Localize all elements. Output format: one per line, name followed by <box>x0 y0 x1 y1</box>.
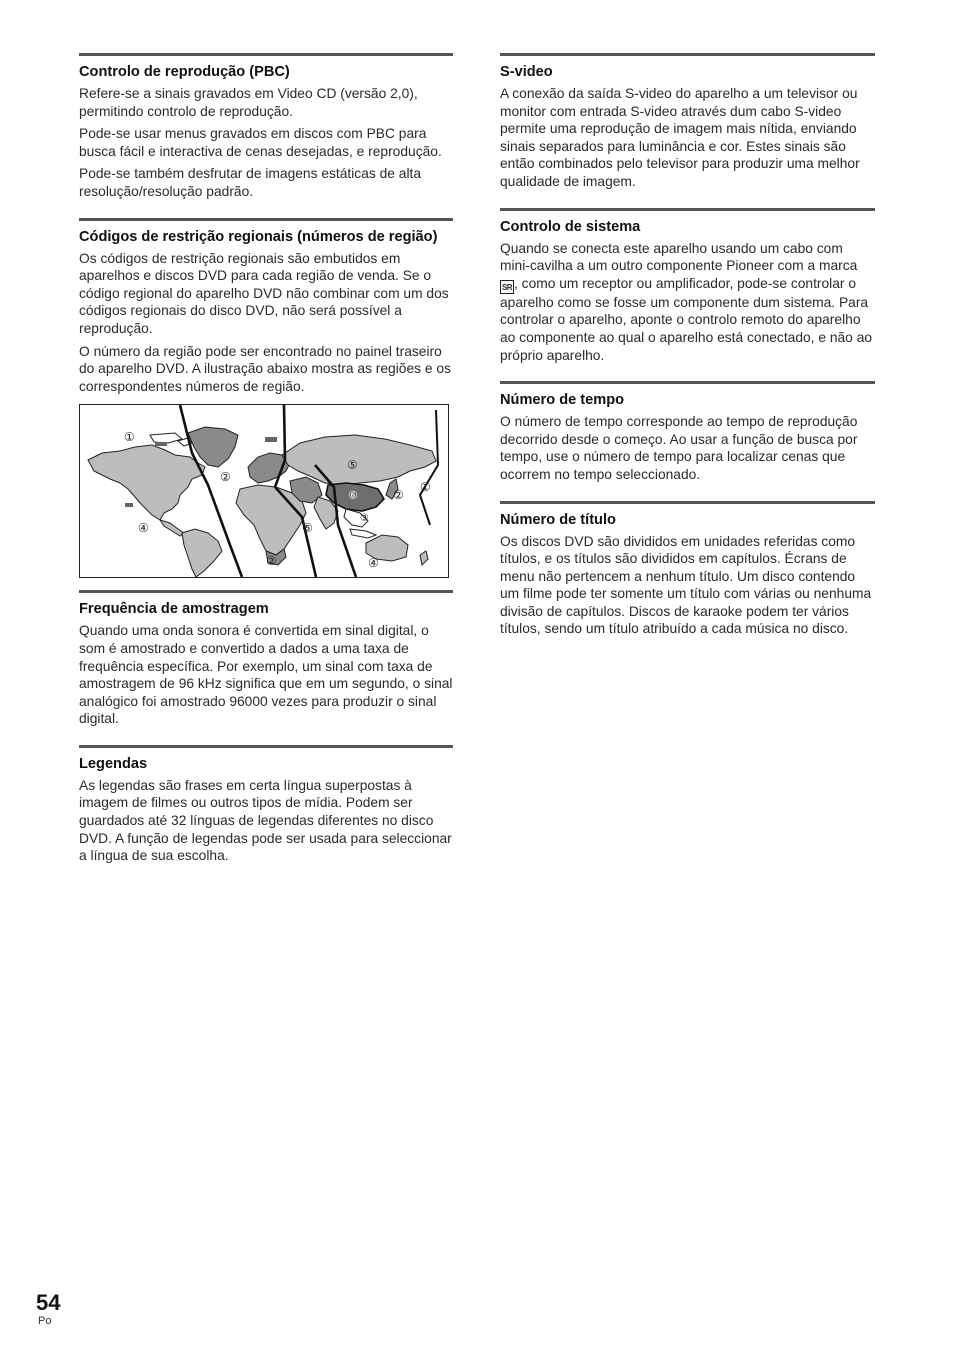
map-label-r2-greenland: ② <box>220 470 231 485</box>
paragraph: Quando uma onda sonora é convertida em sinal digital, o som é amostrado e convertido a dados a uma taxa de frequência específica. Por exemplo, um sinal com taxa de amostragem de 96 kHz significa que em um segundo, o sinal analógico foi amostrado 96000 vezes para produzir o sinal digital. <box>79 623 453 727</box>
map-label-r3-asia: ③ <box>360 513 369 525</box>
paragraph: Refere-se a sinais gravados em Video CD (versão 2,0), permitindo controlo de reprodução. <box>79 86 418 119</box>
map-label-r4-south-america: ④ <box>138 521 149 536</box>
section-title: Frequência de amostragem <box>79 601 269 618</box>
section-region-codes <box>79 218 453 579</box>
paragraph: Os códigos de restrição regionais são embutidos em aparelhos e discos DVD para cada região de venda. Se o código regional do aparelho DVD não combinar com um dos códigos regionais do disco DVD, não será possível a reprodução. <box>79 250 449 336</box>
sr-mark-icon: SR <box>500 280 514 294</box>
section-title: S-video <box>500 64 553 80</box>
section-system-control <box>500 208 875 365</box>
section-pbc <box>79 53 453 201</box>
section-title: Controlo de reprodução (PBC) <box>79 64 290 80</box>
section-title: Número de tempo <box>500 392 625 409</box>
paragraph: Pode-se usar menus gravados em discos com PBC para busca fácil e interactiva de cenas desejadas, e reprodução. <box>79 126 442 159</box>
section-sampling-frequency <box>79 590 453 728</box>
map-label-r1-americas: ① <box>124 430 135 445</box>
paragraph: Pode-se também desfrutar de imagens estáticas de alta resolução/resolução padrão. <box>79 166 422 199</box>
map-label-r5-russia: ⑤ <box>347 458 358 473</box>
paragraph: O número da região pode ser encontrado no painel traseiro do aparelho DVD. A ilustração abaixo mostra as regiões e os correspondentes números de região. <box>79 343 451 394</box>
section-title: Número de título <box>500 511 616 528</box>
section-subtitles <box>79 745 453 865</box>
section-title: Legendas <box>79 755 148 772</box>
paragraph <box>500 240 875 365</box>
map-label-r6-china: ⑥ <box>348 489 358 503</box>
region-map-graphic <box>80 405 448 577</box>
paragraph: As legendas são frases em certa língua superpostas à imagem de filmes ou outros tipos de mídia. Podem ser guardados até 32 línguas de legendas diferentes no disco DVD. A função de legendas pode ser usada para seleccionar a língua de sua escolha. <box>79 777 452 864</box>
section-time-number <box>500 381 875 483</box>
map-label-r2-japan: ② <box>393 488 404 503</box>
section-title: Controlo de sistema <box>500 218 641 235</box>
paragraph: A conexão da saída S-video do aparelho a um televisor ou monitor com entrada S-video através dum cabo S-video permite uma reprodução de imagem mais nítida, enviando sinais separados para luminância e cor. Estes sinais são então combinados pelo televisor para produzir uma melhor qualidade de imagem. <box>500 86 860 189</box>
map-label-r4-oceania: ④ <box>368 556 379 571</box>
map-label-r5-africa: ⑤ <box>302 521 313 536</box>
map-label-r2-south-africa: ② <box>266 554 277 569</box>
paragraph: Os discos DVD são divididos em unidades referidas como títulos, e os títulos são divididos em capítulos. Écrans de menu não pertencem a nenhum título. Um disco contendo um filme pode ter somente um título com várias ou nenhuma divisão de capítulos. Discos de karaoke podem ter vários títulos, sendo um título atribuído a cada música no disco. <box>500 533 872 637</box>
region-map <box>79 404 449 578</box>
page-number: 54 <box>36 1290 61 1315</box>
paragraph-text: Quando se conecta este aparelho usando um cabo com mini-cavilha a um outro componente Pioneer com a marca <box>500 240 858 274</box>
paragraph: O número de tempo corresponde ao tempo de reprodução decorrido desde o começo. Ao usar a função de busca por tempo, use o número de tempo para localizar cenas que ocorrem no tempo seleccionado. <box>500 414 858 482</box>
page-language: Po <box>38 1315 52 1327</box>
section-title: Códigos de restrição regionais (números de região) <box>79 228 438 245</box>
section-s-video <box>500 53 875 191</box>
section-title-number <box>500 501 875 639</box>
left-column <box>79 53 453 882</box>
paragraph-text: , como um receptor ou amplificador, pode-se controlar o aparelho como se fosse um componente dum sistema. Para controlar o aparelho, aponte o controlo remoto do aparelho ao componente ao qual o aparelho está conectado, e não ao próprio aparelho. <box>500 275 873 363</box>
right-column <box>500 53 875 655</box>
map-label-r1-east: ① <box>420 480 431 495</box>
